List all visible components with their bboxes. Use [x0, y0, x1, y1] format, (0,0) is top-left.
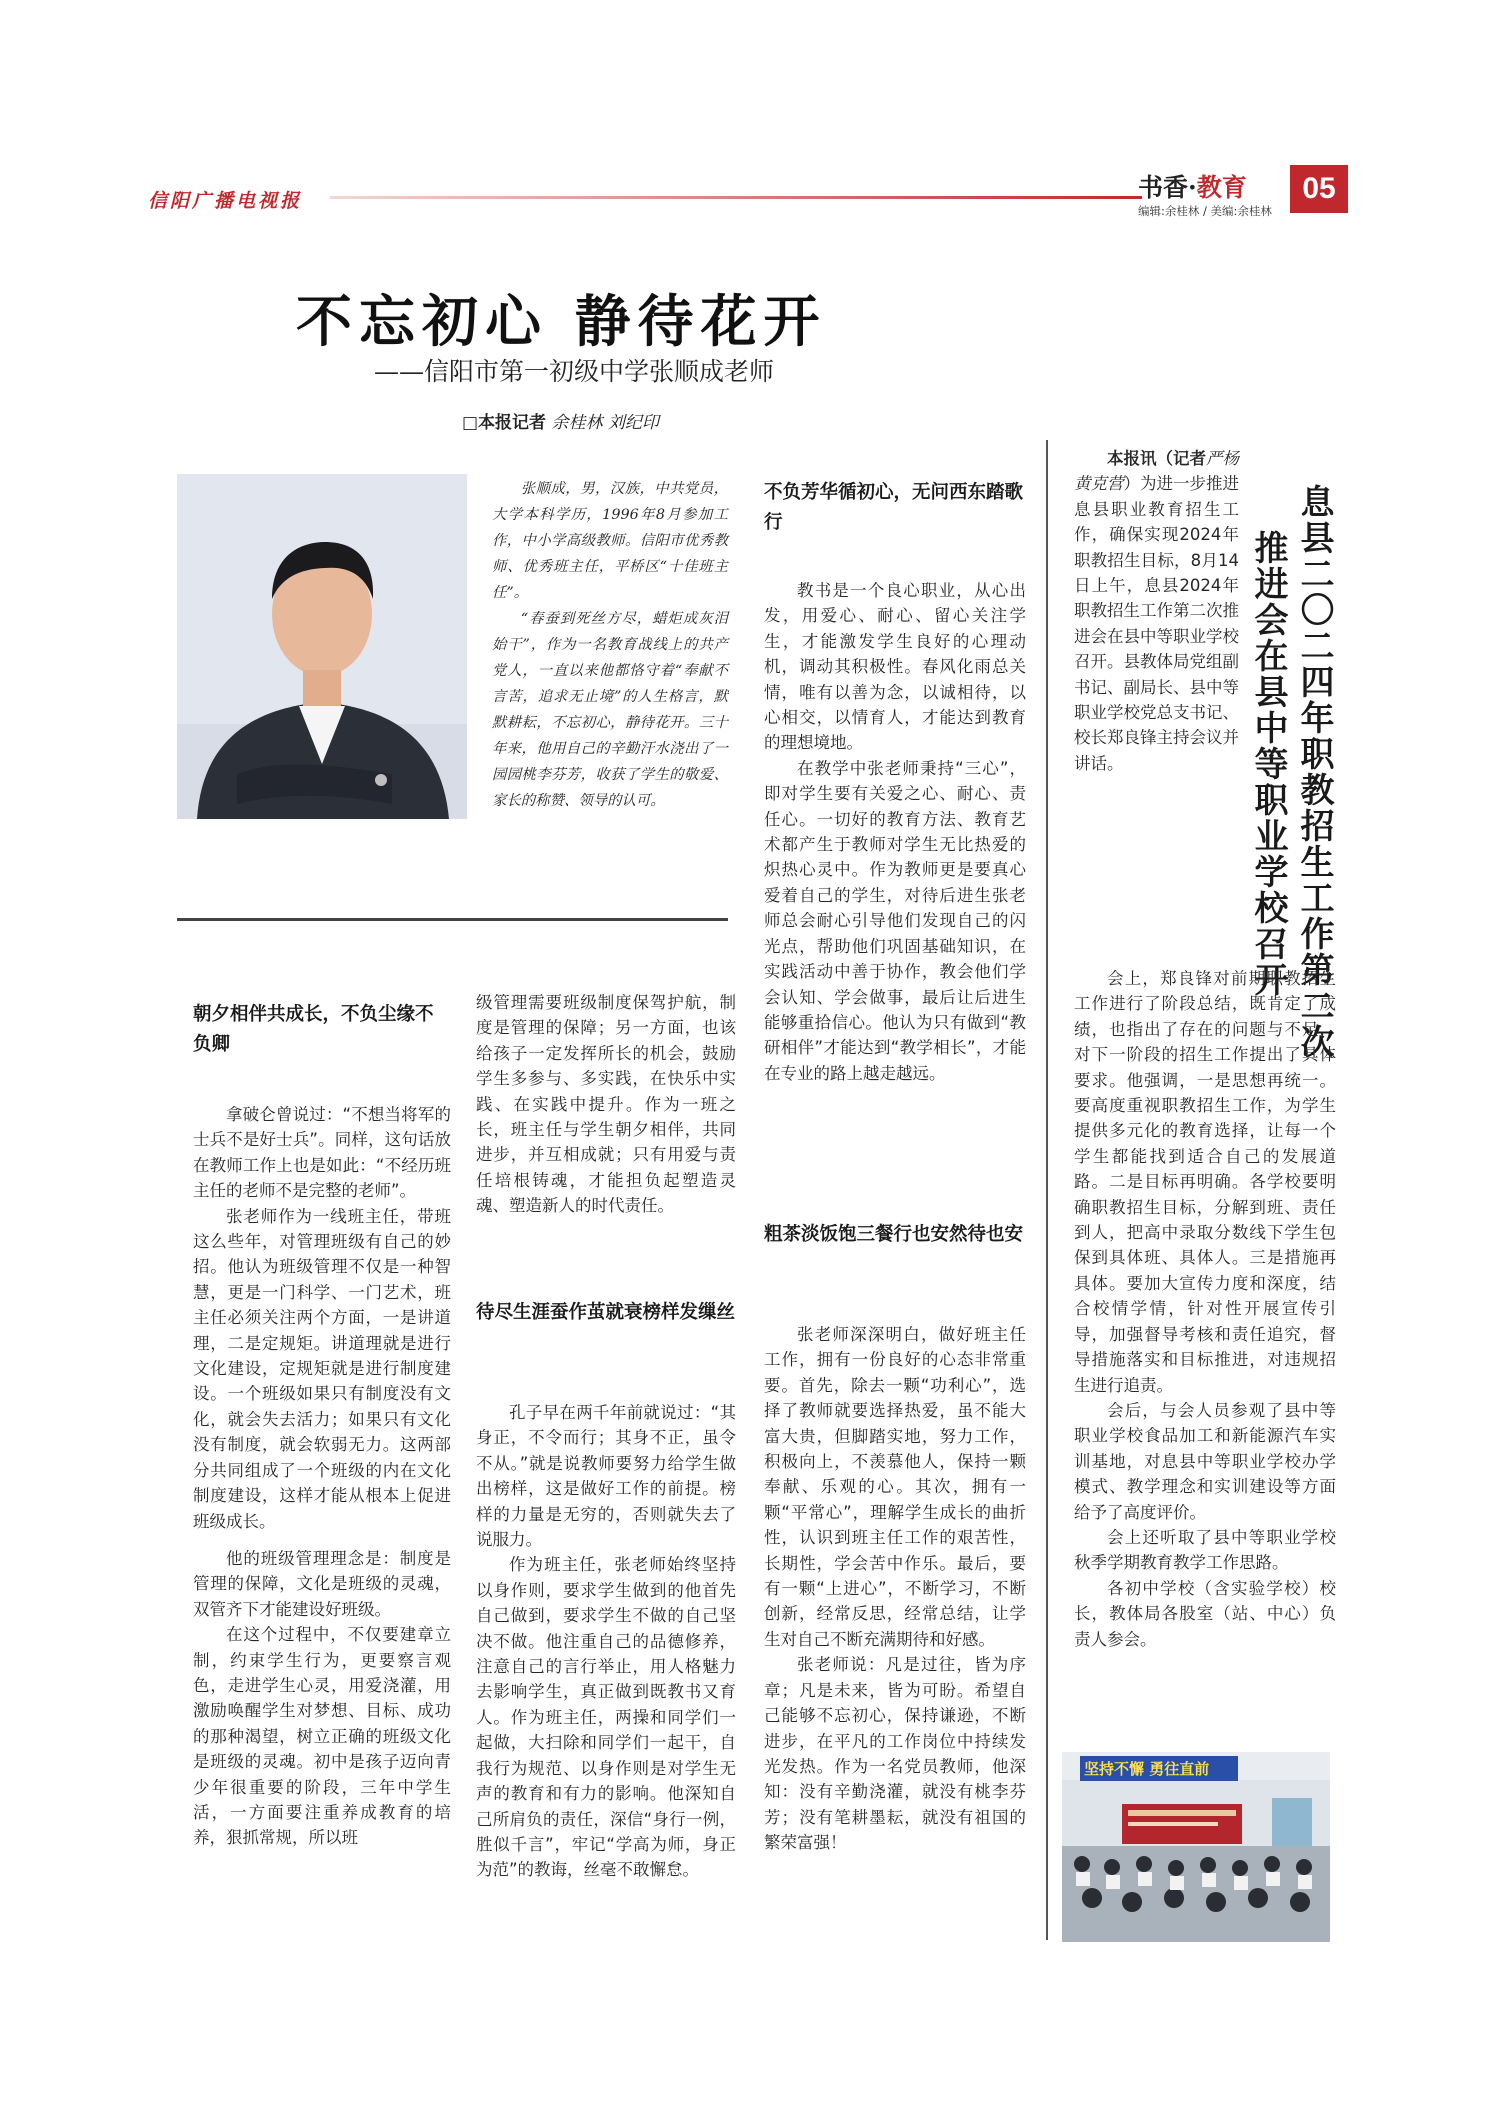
column2-continuation	[476, 990, 736, 1219]
column-divider	[1046, 440, 1048, 1940]
article-title: 不忘初心 静待花开	[296, 289, 827, 355]
teacher-bio	[492, 476, 728, 814]
paragraph: 级管理需要班级制度保驾护航，制度是管理的保障；另一方面，也该给孩子一定发挥所长的机会，鼓励学生多参与、多实践，在快乐中实践、在实践中提升。作为一班之长，班主任与学生朝夕相伴，共同进步，并互相成就；只有用爱与责任培根铸魂，才能担负起塑造灵魂、塑造新人的时代责任。	[476, 993, 736, 1216]
editor-credits: 编辑:余桂林 / 美编:余桂林	[1138, 204, 1272, 218]
paragraph: 张老师深深明白，做好班主任工作，拥有一份良好的心态非常重要。首先，除去一颗“功利心”，选择了教师就要选择热爱，虽不能大富大贵，但脚踏实地，努力工作，积极向上，不羡慕他人，保持一颗奉献、乐观的心。其次，拥有一颗“平常心”，理解学生成长的曲折性，认识到班主任工作的艰苦性，长期性，学会苦中作乐。最后，要有一颗“上进心”，不断学习，不断创新，经常反思，经常总结，让学生对自己不断充满期待和好感。	[764, 1325, 1026, 1649]
meeting-photo	[1062, 1752, 1330, 1942]
paragraph: 他的班级管理理念是：制度是管理的保障，文化是班级的灵魂，双管齐下才能建设好班级。	[193, 1548, 451, 1619]
paragraph: 作为班主任，张老师始终坚持以身作则，要求学生做到的他首先自己做到，要求学生不做的自己坚决不做。他注重自己的品德修养，注意自己的言行举止，用人格魅力去影响学生，真正做到既教书又育人。作为班主任，两操和同学们一起做，大扫除和同学们一起干，自我行为规范、以身作则是对学生无声的教育和有力的影响。他深知自己所肩负的责任，深信“身行一例，胜似千言”，牢记“学高为师，身正为范”的教诲，丝毫不敢懈怠。	[476, 1555, 736, 1880]
paragraph: 张老师说：凡是过往，皆为序章；凡是未来，皆为可盼。希望自己能够不忘初心，保持谦逊，不断进步，在平凡的工作岗位中持续发光发热。作为一名党员教师，他深知：没有辛勤浇灌，就没有桃李芬芳；没有笔耕墨耘，就没有祖国的繁荣富强！	[764, 1655, 1026, 1853]
news-intro-label: 本报讯（记者	[1107, 449, 1206, 468]
section4-body	[764, 1322, 1026, 1856]
section-heading: 粗茶淡饭饱三餐行也安然待也安	[764, 1224, 1024, 1245]
bio-paragraph: 张顺成，男，汉族，中共党员，大学本科学历，1996年8月参加工作，中小学高级教师。信阳市优秀教师、优秀班主任，平桥区“十佳班主任”。	[492, 481, 728, 601]
teacher-portrait-photo	[177, 474, 467, 819]
photo-banner: 坚持不懈 勇往直前	[1080, 1756, 1238, 1781]
bio-paragraph: “春蚕到死丝方尽，蜡炬成灰泪始干”，作为一名教育战线上的共产党人，一直以来他都恪守着“奉献不言苦，追求无止境”的人生格言，默默耕耘，不忘初心，静待花开。三十年来，他用自己的辛勤汗水浇出了一园园桃李芬芳，收获了学生的敬爱、家长的称赞、领导的认可。	[492, 611, 728, 809]
section-divider	[177, 918, 728, 921]
news-paragraph: 会上，郑良锋对前期职教招生工作进行了阶段总结，既肯定了成绩，也指出了存在的问题与不足，对下一阶段的招生工作提出了具体要求。他强调，一是思想再统一。要高度重视职教招生工作，为学生提供多元化的教育选择，让每一个学生都能找到适合自己的发展道路。二是目标再明确。各学校要明确职教招生目标，分解到班、责任到人，把高中录取分数线下学生包保到具体班、具体人。三是措施再具体。要加大宣传力度和深度，结合校情学情，针对性开展宣传引导，加强督导考核和责任追究，督导措施落实和目标推进，对违规招生进行追责。	[1074, 969, 1336, 1395]
section2-body	[476, 1400, 736, 1883]
paragraph: 拿破仑曾说过：“不想当将军的士兵不是好士兵”。同样，这句话放在教师工作上也是如此：“不经历班主任的老师不是完整的老师”。	[193, 1105, 451, 1201]
page-number-badge: 05	[1290, 165, 1348, 213]
masthead-rule	[330, 196, 1142, 199]
section1-body	[193, 1102, 451, 1851]
news-paragraph: 会后，与会人员参观了县中等职业学校食品加工和新能源汽车实训基地，对息县中等职业学校办学模式、教学理念和实训建设等方面给予了高度评价。	[1074, 1400, 1336, 1522]
news-paragraph: ）为进一步推进息县职业教育招生工作，确保实现2024年职教招生目标，8月14日上午，息县2024年职教招生工作第二次推进会在县中等职业学校召开。县教体局党组副书记、副局长、县中等职业学校党总支书记、校长郑良锋主持会议并讲话。	[1074, 474, 1239, 773]
byline	[462, 408, 659, 433]
byline-label: □本报记者	[462, 413, 547, 433]
paragraph: 在教学中张老师秉持“三心”，即对学生要有关爱之心、耐心、责任心。一切好的教育方法、教育艺术都产生于教师对学生无比热爱的炽热心灵中。作为教师更是要真心爱着自己的学生，对待后进生张老师总会耐心引导他们发现自己的闪光点，帮助他们巩固基础知识，在实践活动中善于协作，教会他们学会认知、学会做事，最后让后进生能够重拾信心。他认为只有做到“教研相伴”才能达到“教学相长”，才能在专业的路上越走越远。	[764, 758, 1026, 1083]
article-subtitle: ——信阳市第一初级中学张顺成老师	[374, 357, 775, 386]
section-title	[1138, 168, 1247, 204]
sidebar-headline: 息县二〇二四年职教招生工作第二次	[1294, 484, 1334, 1060]
news-paragraph: 会上还听取了县中等职业学校秋季学期教育教学工作思路。	[1074, 1527, 1336, 1573]
paragraph: 张老师作为一线班主任，带班这么些年，对管理班级有自己的妙招。他认为班级管理不仅是一种智慧，更是一门科学、一门艺术，班主任必须关注两个方面，一是讲道理，二是定规矩。讲道理就是进行文化建设，定规矩就是进行制度建设。一个班级如果只有制度没有文化，就会失去活力；如果只有文化没有制度，就会软弱无力。这两部分共同组成了一个班级的内在文化制度建设，这样才能从根本上促进班级成长。	[193, 1206, 451, 1531]
section-accent: 教育	[1196, 173, 1247, 202]
section-heading: 不负芳华循初心，无问西东踏歌行	[764, 482, 1024, 533]
news-paragraph: 各初中学校（含实验学校）校长，教体局各股室（站、中心）负责人参会。	[1074, 1578, 1336, 1649]
news-intro-names: 严杨 黄克营	[1074, 449, 1239, 494]
section-heading: 朝夕相伴共成长，不负尘缘不负卿	[193, 1004, 434, 1055]
section3-body	[764, 578, 1026, 1086]
byline-names: 余桂林 刘纪印	[551, 413, 659, 433]
newspaper-name: 信阳广播电视报	[148, 190, 303, 212]
paragraph: 在这个过程中，不仅要建章立制，约束学生行为，更要察言观色，走进学生心灵，用爱浇灌，用激励唤醒学生对梦想、目标、成功的那种渴望，树立正确的班级文化是班级的灵魂。初中是孩子迈向青少年很重要的阶段，三年中学生活，一方面要注重养成教育的培养，狠抓常规，所以班	[193, 1625, 451, 1848]
paragraph: 孔子早在两千年前就说过：“其身正，不令而行；其身不正，虽令不从。”就是说教师要努力给学生做出榜样，这是做好工作的前提。榜样的力量是无穷的，否则就失去了说服力。	[476, 1403, 736, 1550]
section-heading: 待尽生涯蚕作茧就衰榜样发缫丝	[476, 1302, 736, 1323]
section-prefix: 书香·	[1138, 173, 1197, 202]
sidebar-subheadline: 推进会在县中等职业学校召开	[1248, 530, 1288, 998]
paragraph: 教书是一个良心职业，从心出发，用爱心、耐心、留心关注学生，才能激发学生良好的心理动机，调动其积极性。春风化雨总关情，唯有以善为念，以诚相待，以心相交，以情育人，才能达到教育的理想境地。	[764, 581, 1026, 753]
sidebar-body-top	[1074, 446, 1239, 776]
news-intro	[1074, 446, 1239, 776]
portrait-illustration	[177, 474, 467, 819]
sidebar-body-bottom	[1074, 966, 1336, 1652]
